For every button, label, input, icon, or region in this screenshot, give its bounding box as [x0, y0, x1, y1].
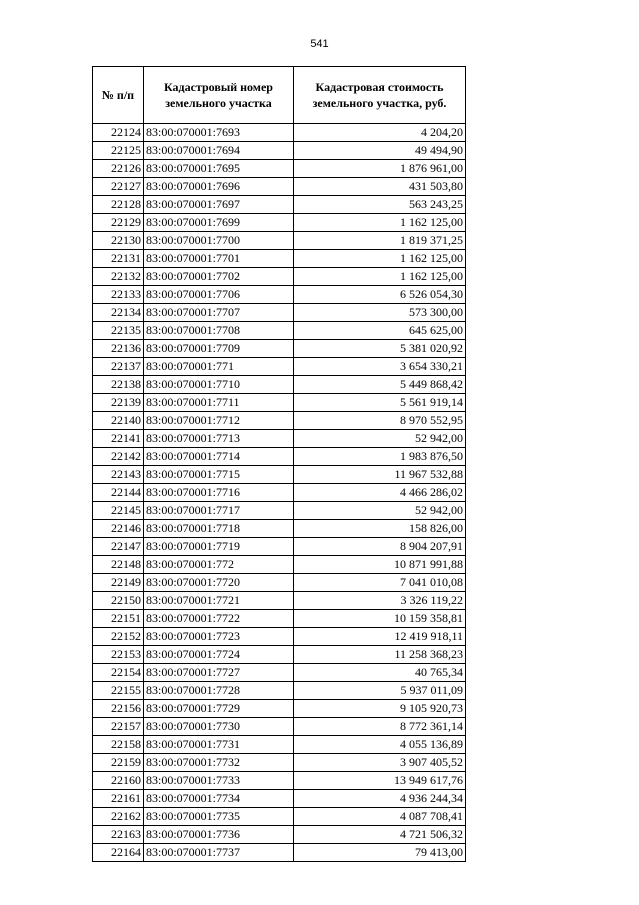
- table-row: [93, 484, 466, 502]
- cadastral-number-cell: 83:00:070001:7720: [144, 574, 294, 592]
- cadastral-number-cell: 83:00:070001:7715: [144, 466, 294, 484]
- table-row: [93, 700, 466, 718]
- row-number-cell: 22131: [93, 250, 144, 268]
- cadastral-value-cell: 11 967 532,88: [294, 466, 466, 484]
- cadastral-number-cell: 83:00:070001:7694: [144, 142, 294, 160]
- row-number-cell: 22132: [93, 268, 144, 286]
- cadastral-number-cell: 83:00:070001:7736: [144, 826, 294, 844]
- cadastral-number-cell: 83:00:070001:7701: [144, 250, 294, 268]
- table-row: [93, 826, 466, 844]
- cadastral-value-cell: 5 561 919,14: [294, 394, 466, 412]
- table-row: [93, 376, 466, 394]
- row-number-cell: 22158: [93, 736, 144, 754]
- cadastral-value-cell: 4 721 506,32: [294, 826, 466, 844]
- cadastral-value-cell: 9 105 920,73: [294, 700, 466, 718]
- cadastral-value-cell: 8 970 552,95: [294, 412, 466, 430]
- row-number-cell: 22145: [93, 502, 144, 520]
- cadastral-value-cell: 158 826,00: [294, 520, 466, 538]
- cadastral-value-cell: 1 983 876,50: [294, 448, 466, 466]
- table-row: [93, 178, 466, 196]
- table-row: [93, 844, 466, 862]
- row-number-cell: 22163: [93, 826, 144, 844]
- cadastral-number-cell: 83:00:070001:7732: [144, 754, 294, 772]
- table-row: [93, 736, 466, 754]
- row-number-cell: 22161: [93, 790, 144, 808]
- row-number-cell: 22128: [93, 196, 144, 214]
- cadastral-value-cell: 563 243,25: [294, 196, 466, 214]
- table-row: [93, 754, 466, 772]
- cadastral-value-cell: 6 526 054,30: [294, 286, 466, 304]
- table-row: [93, 520, 466, 538]
- cadastral-number-cell: 83:00:070001:7733: [144, 772, 294, 790]
- row-number-cell: 22152: [93, 628, 144, 646]
- cadastral-number-cell: 83:00:070001:7707: [144, 304, 294, 322]
- row-number-cell: 22129: [93, 214, 144, 232]
- table-row: [93, 718, 466, 736]
- table-row: [93, 142, 466, 160]
- cadastral-number-cell: 83:00:070001:7722: [144, 610, 294, 628]
- row-number-cell: 22124: [93, 124, 144, 142]
- cadastral-value-cell: 4 936 244,34: [294, 790, 466, 808]
- row-number-cell: 22139: [93, 394, 144, 412]
- cadastral-number-cell: 83:00:070001:7700: [144, 232, 294, 250]
- cadastral-value-cell: 4 204,20: [294, 124, 466, 142]
- cadastral-value-cell: 7 041 010,08: [294, 574, 466, 592]
- cadastral-number-cell: 83:00:070001:7735: [144, 808, 294, 826]
- cadastral-number-cell: 83:00:070001:7699: [144, 214, 294, 232]
- cadastral-number-cell: 83:00:070001:7712: [144, 412, 294, 430]
- cadastral-number-cell: 83:00:070001:7730: [144, 718, 294, 736]
- row-number-cell: 22142: [93, 448, 144, 466]
- cadastral-number-cell: 83:00:070001:7737: [144, 844, 294, 862]
- cadastral-value-cell: 49 494,90: [294, 142, 466, 160]
- table-row: [93, 772, 466, 790]
- table-row: [93, 466, 466, 484]
- cadastral-number-cell: 83:00:070001:7718: [144, 520, 294, 538]
- row-number-cell: 22137: [93, 358, 144, 376]
- row-number-cell: 22154: [93, 664, 144, 682]
- table-row: [93, 160, 466, 178]
- table-row: [93, 124, 466, 142]
- row-number-cell: 22153: [93, 646, 144, 664]
- row-number-cell: 22135: [93, 322, 144, 340]
- cadastral-value-table: [92, 66, 466, 862]
- cadastral-number-cell: 83:00:070001:7706: [144, 286, 294, 304]
- table-row: [93, 556, 466, 574]
- row-number-cell: 22144: [93, 484, 144, 502]
- table-row: [93, 340, 466, 358]
- cadastral-number-cell: 83:00:070001:7723: [144, 628, 294, 646]
- cadastral-value-cell: 1 162 125,00: [294, 250, 466, 268]
- table-row: [93, 304, 466, 322]
- cadastral-value-cell: 1 819 371,25: [294, 232, 466, 250]
- row-number-cell: 22147: [93, 538, 144, 556]
- row-number-cell: 22148: [93, 556, 144, 574]
- row-number-cell: 22157: [93, 718, 144, 736]
- cadastral-number-cell: 83:00:070001:7727: [144, 664, 294, 682]
- row-number-cell: 22151: [93, 610, 144, 628]
- cadastral-number-cell: 83:00:070001:7728: [144, 682, 294, 700]
- cadastral-value-cell: 40 765,34: [294, 664, 466, 682]
- cadastral-value-cell: 13 949 617,76: [294, 772, 466, 790]
- cadastral-number-cell: 83:00:070001:7734: [144, 790, 294, 808]
- cadastral-value-cell: 573 300,00: [294, 304, 466, 322]
- table-row: [93, 430, 466, 448]
- table-row: [93, 268, 466, 286]
- header-cadastral-number: Кадастровый номер земельного участка: [144, 67, 294, 124]
- cadastral-number-cell: 83:00:070001:7695: [144, 160, 294, 178]
- cadastral-value-cell: 52 942,00: [294, 430, 466, 448]
- cadastral-number-cell: 83:00:070001:7713: [144, 430, 294, 448]
- table-row: [93, 448, 466, 466]
- cadastral-value-cell: 52 942,00: [294, 502, 466, 520]
- table-row: [93, 646, 466, 664]
- row-number-cell: 22162: [93, 808, 144, 826]
- table-row: [93, 682, 466, 700]
- table-body: [93, 124, 466, 862]
- row-number-cell: 22126: [93, 160, 144, 178]
- header-row-number: № п/п: [93, 67, 144, 124]
- cadastral-number-cell: 83:00:070001:772: [144, 556, 294, 574]
- cadastral-value-cell: 8 904 207,91: [294, 538, 466, 556]
- page-number: 541: [310, 38, 329, 50]
- row-number-cell: 22136: [93, 340, 144, 358]
- cadastral-number-cell: 83:00:070001:7729: [144, 700, 294, 718]
- cadastral-number-cell: 83:00:070001:7716: [144, 484, 294, 502]
- cadastral-number-cell: 83:00:070001:7714: [144, 448, 294, 466]
- cadastral-number-cell: 83:00:070001:7708: [144, 322, 294, 340]
- cadastral-value-cell: 11 258 368,23: [294, 646, 466, 664]
- row-number-cell: 22130: [93, 232, 144, 250]
- cadastral-value-cell: 4 466 286,02: [294, 484, 466, 502]
- cadastral-number-cell: 83:00:070001:7693: [144, 124, 294, 142]
- table-row: [93, 286, 466, 304]
- row-number-cell: 22133: [93, 286, 144, 304]
- cadastral-number-cell: 83:00:070001:7696: [144, 178, 294, 196]
- row-number-cell: 22149: [93, 574, 144, 592]
- cadastral-value-cell: 431 503,80: [294, 178, 466, 196]
- cadastral-value-cell: 12 419 918,11: [294, 628, 466, 646]
- table-row: [93, 250, 466, 268]
- cadastral-value-cell: 1 876 961,00: [294, 160, 466, 178]
- row-number-cell: 22127: [93, 178, 144, 196]
- cadastral-value-cell: 1 162 125,00: [294, 268, 466, 286]
- row-number-cell: 22150: [93, 592, 144, 610]
- cadastral-number-cell: 83:00:070001:7697: [144, 196, 294, 214]
- table-row: [93, 214, 466, 232]
- table-row: [93, 664, 466, 682]
- cadastral-value-cell: 10 159 358,81: [294, 610, 466, 628]
- table-row: [93, 232, 466, 250]
- table-row: [93, 574, 466, 592]
- table-row: [93, 394, 466, 412]
- cadastral-number-cell: 83:00:070001:771: [144, 358, 294, 376]
- cadastral-number-cell: 83:00:070001:7711: [144, 394, 294, 412]
- cadastral-value-cell: 5 937 011,09: [294, 682, 466, 700]
- cadastral-number-cell: 83:00:070001:7721: [144, 592, 294, 610]
- cadastral-number-cell: 83:00:070001:7717: [144, 502, 294, 520]
- cadastral-value-cell: 10 871 991,88: [294, 556, 466, 574]
- table-row: [93, 610, 466, 628]
- row-number-cell: 22134: [93, 304, 144, 322]
- cadastral-value-cell: 4 055 136,89: [294, 736, 466, 754]
- row-number-cell: 22160: [93, 772, 144, 790]
- cadastral-value-cell: 3 654 330,21: [294, 358, 466, 376]
- table-row: [93, 538, 466, 556]
- cadastral-number-cell: 83:00:070001:7709: [144, 340, 294, 358]
- row-number-cell: 22140: [93, 412, 144, 430]
- row-number-cell: 22141: [93, 430, 144, 448]
- cadastral-value-cell: 1 162 125,00: [294, 214, 466, 232]
- cadastral-value-cell: 4 087 708,41: [294, 808, 466, 826]
- header-cadastral-value: Кадастровая стоимость земельного участка, руб.: [294, 67, 466, 124]
- table-row: [93, 592, 466, 610]
- cadastral-number-cell: 83:00:070001:7710: [144, 376, 294, 394]
- table-row: [93, 196, 466, 214]
- row-number-cell: 22146: [93, 520, 144, 538]
- table-row: [93, 412, 466, 430]
- table-row: [93, 628, 466, 646]
- row-number-cell: 22138: [93, 376, 144, 394]
- table-row: [93, 358, 466, 376]
- cadastral-value-cell: 5 381 020,92: [294, 340, 466, 358]
- table-row: [93, 502, 466, 520]
- table-header-row: [93, 67, 466, 124]
- cadastral-value-cell: 645 625,00: [294, 322, 466, 340]
- cadastral-value-cell: 3 326 119,22: [294, 592, 466, 610]
- cadastral-value-cell: 5 449 868,42: [294, 376, 466, 394]
- row-number-cell: 22155: [93, 682, 144, 700]
- cadastral-number-cell: 83:00:070001:7702: [144, 268, 294, 286]
- table-row: [93, 322, 466, 340]
- row-number-cell: 22164: [93, 844, 144, 862]
- table-row: [93, 790, 466, 808]
- cadastral-number-cell: 83:00:070001:7719: [144, 538, 294, 556]
- row-number-cell: 22125: [93, 142, 144, 160]
- cadastral-number-cell: 83:00:070001:7724: [144, 646, 294, 664]
- row-number-cell: 22143: [93, 466, 144, 484]
- row-number-cell: 22159: [93, 754, 144, 772]
- cadastral-value-cell: 79 413,00: [294, 844, 466, 862]
- cadastral-value-cell: 3 907 405,52: [294, 754, 466, 772]
- cadastral-value-cell: 8 772 361,14: [294, 718, 466, 736]
- row-number-cell: 22156: [93, 700, 144, 718]
- cadastral-number-cell: 83:00:070001:7731: [144, 736, 294, 754]
- table-row: [93, 808, 466, 826]
